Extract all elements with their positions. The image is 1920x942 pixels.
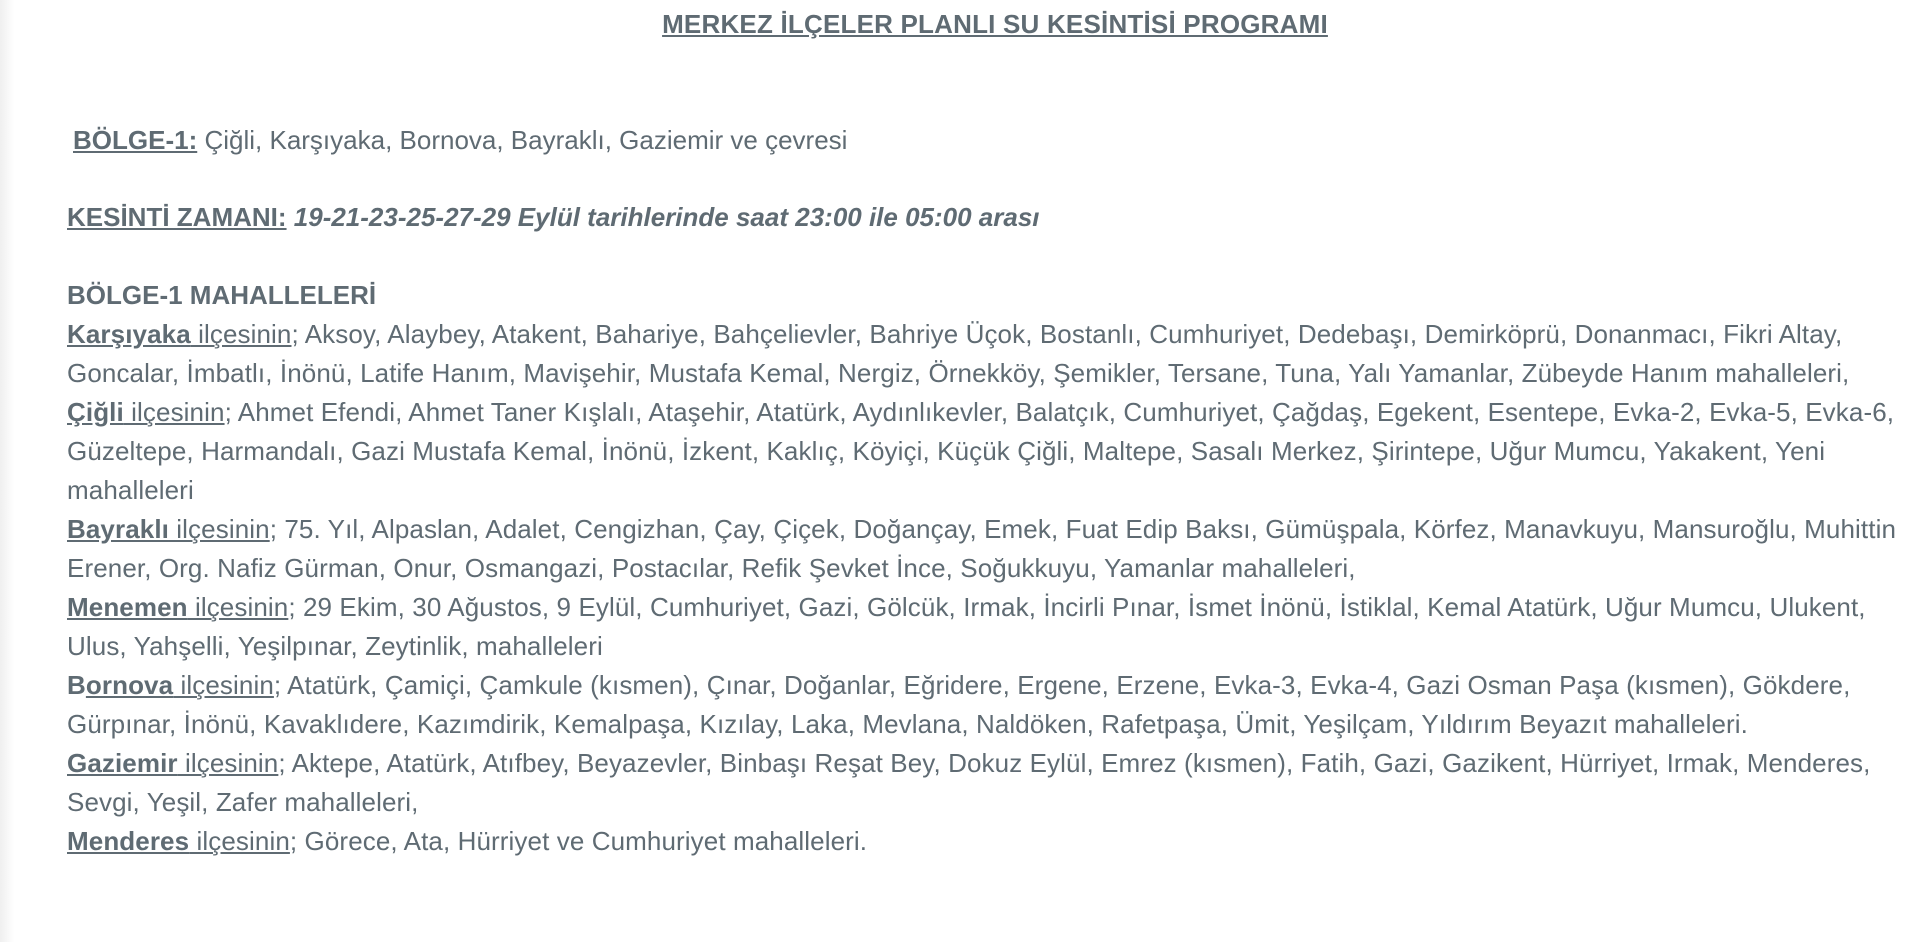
neighborhood-list: ; Görece, Ata, Hürriyet ve Cumhuriyet mahalleleri. — [289, 826, 868, 856]
neighborhood-list: ; 29 Ekim, 30 Ağustos, 9 Eylül, Cumhuriyet, Gazi, Gölcük, Irmak, İncirli Pınar, İsmet İnönü, İstiklal, Kemal Atatürk, Uğur Mumcu, Ulukent, Ulus, Yahşelli, Yeşilpınar, Zeytinlik, mahalleleri — [67, 592, 1866, 661]
district-menderes — [67, 822, 1902, 861]
neighborhood-list: ; Aktepe, Atatürk, Atıfbey, Beyazevler, Binbaşı Reşat Bey, Dokuz Eylül, Emrez (kısmen), Fatih, Gazi, Gazikent, Hürriyet, Irmak, Menderes, Sevgi, Yeşil, Zafer mahalleleri, — [67, 748, 1871, 817]
district-name: Gaziemir — [67, 748, 178, 778]
cut-time-value: 19-21-23-25-27-29 Eylül tarihlerinde saat 23:00 ile 05:00 arası — [286, 202, 1040, 232]
district-suffix: ilçesinin — [177, 748, 279, 778]
district-name: Çiğli — [67, 397, 124, 427]
district-suffix: ilçesinin — [173, 670, 274, 700]
district-name: Menemen — [67, 592, 188, 622]
district-suffix: ilçesinin — [123, 397, 225, 427]
neighborhood-list: ; Atatürk, Çamiçi, Çamkule (kısmen), Çınar, Doğanlar, Eğridere, Ergene, Erzene, Evka-3, Evka-4, Gazi Osman Paşa (kısmen), Gökdere, Gürpınar, İnönü, Kavaklıdere, Kazımdirik, Kemalpaşa, Kızılay, Laka, Mevlana, Naldöken, Rafetpaşa, Ümit, Yeşilçam, Yıldırım Beyazıt mahalleleri. — [67, 670, 1851, 739]
page-edge-shadow — [0, 0, 14, 942]
district-suffix: ilçesinin — [168, 514, 270, 544]
district-gaziemir — [67, 744, 1902, 822]
district-menemen — [67, 588, 1902, 666]
district-name-prefix: B — [67, 670, 86, 700]
district-bornova — [67, 666, 1902, 744]
district-suffix: ilçesinin — [189, 826, 290, 856]
region-label: BÖLGE-1: — [73, 125, 198, 155]
region-line — [73, 122, 847, 158]
neighborhoods-heading: BÖLGE-1 MAHALLELERİ — [67, 280, 377, 310]
neighborhood-list: ; 75. Yıl, Alpaslan, Adalet, Cengizhan, Çay, Çiçek, Doğançay, Emek, Fuat Edip Baksı, Gümüşpala, Körfez, Manavkuyu, Mansuroğlu, Muhittin Erener, Org. Nafiz Gürman, Onur, Osmangazi, Postacılar, Refik Şevket İnce, Soğukkuyu, Yamanlar mahalleleri, — [67, 514, 1897, 583]
district-bayrakli — [67, 510, 1902, 588]
cut-time-label: KESİNTİ ZAMANI: — [67, 202, 287, 232]
district-suffix: ilçesinin — [190, 319, 292, 349]
district-name: ornova — [85, 670, 174, 700]
district-list — [67, 315, 1902, 861]
district-suffix: ilçesinin — [187, 592, 289, 622]
neighborhood-list: ; Aksoy, Alaybey, Atakent, Bahariye, Bahçelievler, Bahriye Üçok, Bostanlı, Cumhuriyet, Dedebaşı, Demirköprü, Donanmacı, Fikri Altay, Goncalar, İmbatlı, İnönü, Latife Hanım, Mavişehir, Mustafa Kemal, Nergiz, Örnekköy, Şemikler, Tersane, Tuna, Yalı Yamanlar, Zübeyde Hanım mahalleleri, — [67, 319, 1850, 388]
district-cigli — [67, 393, 1902, 510]
district-name: Karşıyaka — [67, 319, 191, 349]
cut-time-line — [67, 199, 1040, 235]
district-name: Bayraklı — [67, 514, 169, 544]
page-title: MERKEZ İLÇELER PLANLI SU KESİNTİSİ PROGRAMI — [662, 9, 1328, 39]
district-name: Menderes — [67, 826, 190, 856]
neighborhood-list: ; Ahmet Efendi, Ahmet Taner Kışlalı, Ataşehir, Atatürk, Aydınlıkevler, Balatçık, Cumhuriyet, Çağdaş, Egekent, Esentepe, Evka-2, Evka-5, Evka-6, Güzeltepe, Harmandalı, Gazi Mustafa Kemal, İnönü, İzkent, Kaklıç, Köyiçi, Küçük Çiğli, Maltepe, Sasalı Merkez, Şirintepe, Uğur Mumcu, Yakakent, Yeni mahalleleri — [67, 397, 1895, 505]
district-karsiyaka — [67, 315, 1902, 393]
region-value: Çiğli, Karşıyaka, Bornova, Bayraklı, Gaziemir ve çevresi — [197, 125, 848, 155]
